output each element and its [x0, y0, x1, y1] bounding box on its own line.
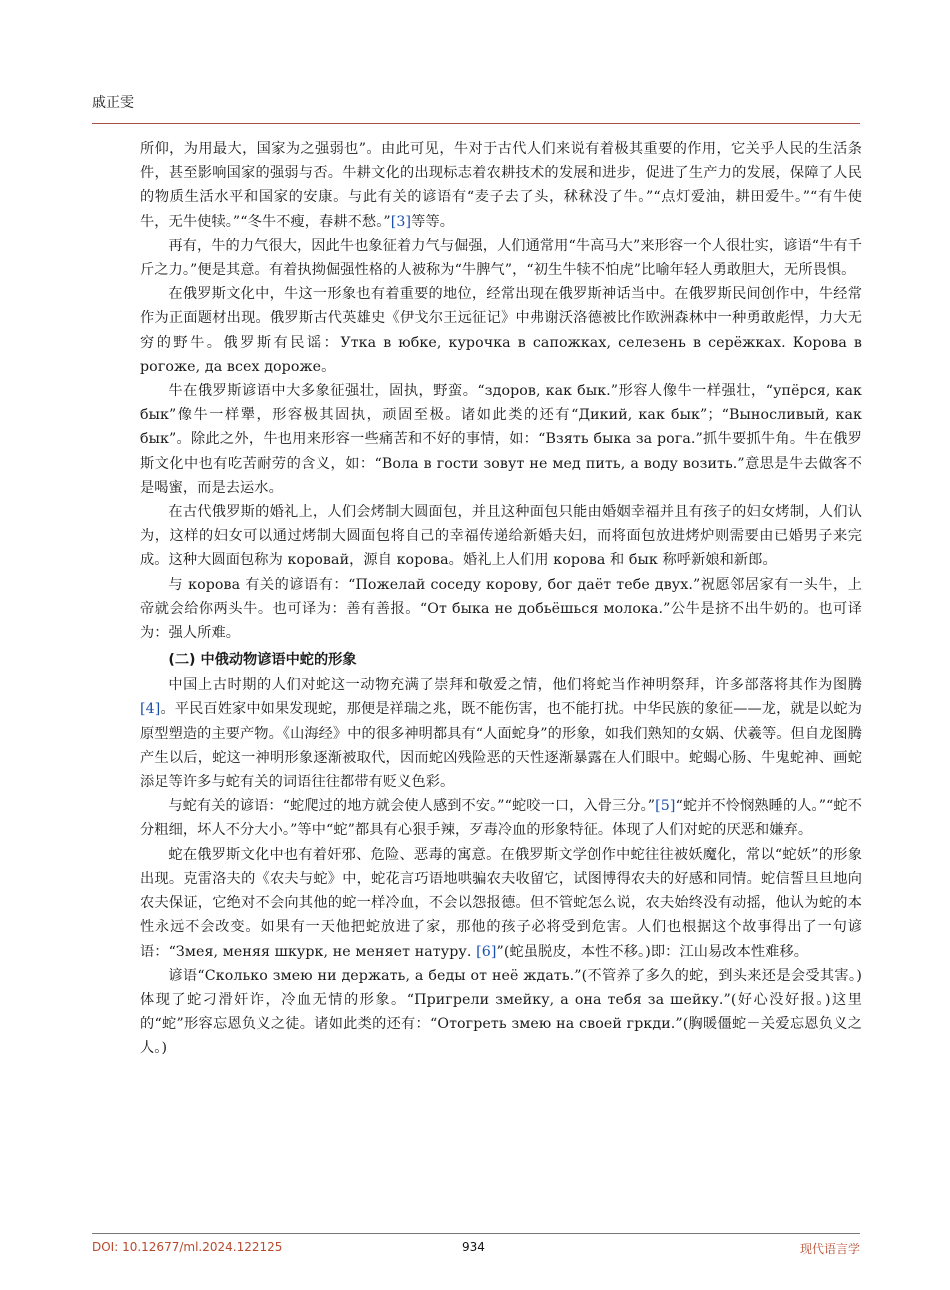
section-heading: (二) 中俄动物谚语中蛇的形象	[168, 652, 357, 669]
journal-name: 现代语言学	[799, 1242, 860, 1256]
paragraph: 在古代俄罗斯的婚礼上，人们会烤制大圆面包，并且这种面包只能由婚姻幸福并且有孩子的妇女烤制，人们认为，这样的妇女可以通过烤制大圆面包将自己的幸福传递给新婚夫妇，而将面包放进烤炉则需要由已婚男子来完成。这种大圆面包称为 коровай，源自 корова。婚礼上人们用 корова 和 бык 称呼新娘和新郎。	[140, 504, 862, 569]
citation-link[interactable]: [6]	[476, 943, 497, 960]
running-header-author: 戚正雯	[92, 95, 134, 111]
paragraph: 与 корова 有关的谚语有：“Пожелай соседу корову, бог даёт тебе двух.”祝愿邻居家有一头牛，上帝就会给你两头牛。也可译为：善有善报。“От быка не добьёшься молока.”公牛是挤不出牛奶的。也可译为：强人所难。	[140, 576, 862, 642]
doi-link[interactable]: DOI: 10.12677/ml.2024.122125	[92, 1240, 283, 1254]
paragraph	[140, 673, 862, 794]
paragraph-text: 蛇在俄罗斯文化中也有着奸邪、危险、恶毒的寓意。在俄罗斯文学创作中蛇往往被妖魔化，常以“蛇妖”的形象出现。克雷洛夫的《农夫与蛇》中，蛇花言巧语地哄骗农夫收留它，试图博得农夫的好感和同情。蛇信誓旦旦地向农夫保证，它绝对不会向其他的蛇一样冷血，不会以怨报德。但不管蛇怎么说，农夫始终没有动摇，他认为蛇的本性永远不会改变。如果有一天他把蛇放进了家，那他的孩子必将受到危害。人们也根据这个故事得出了一句谚语：“Змея, меняя шкурк, не меняет натуру.	[140, 846, 862, 960]
paragraph	[140, 794, 862, 842]
paragraph: 在俄罗斯文化中，牛这一形象也有着重要的地位，经常出现在俄罗斯神话当中。在俄罗斯民间创作中，牛经常作为正面题材出现。俄罗斯古代英雄史《伊戈尔王远征记》中弗谢沃洛德被比作欧洲森林中一种勇敢彪悍，力大无穷的野牛。俄罗斯有民谣：Утка в юбке, курочка в сапожках, селезень в серёжках. Корова в рогоже, да всех дороже。	[140, 286, 862, 375]
citation-link[interactable]: [5]	[655, 798, 676, 815]
page-number: 934	[462, 1240, 485, 1254]
paragraph-text: 等等。	[411, 213, 455, 230]
footer-divider	[92, 1233, 860, 1234]
paragraph-text: 与蛇有关的谚语：“蛇爬过的地方就会使人感到不安。”“蛇咬一口，入骨三分。”	[168, 798, 656, 815]
paragraph-text: 中国上古时期的人们对蛇这一动物充满了崇拜和敬爱之情，他们将蛇当作神明祭拜，许多部落将其作为图腾	[168, 677, 862, 694]
header-divider	[92, 123, 860, 124]
paragraph-text: 所仰，为用最大，国家为之强弱也”。由此可见，牛对于古代人们来说有着极其重要的作用，它关乎人民的生活条件，甚至影响国家的强弱与否。牛耕文化的出现标志着农耕技术的发展和进步，促进了生产力的发展，保障了人民的物质生活水平和国家的安康。与此有关的谚语有“麦子去了头，秫秫没了牛。”“点灯爱油，耕田爱牛。”“有牛使牛，无牛使犊。”“冬牛不瘦，春耕不愁。”	[140, 141, 862, 230]
citation-link[interactable]: [3]	[390, 213, 412, 230]
paragraph-text: “蛇并不怜悯熟睡的人。”“蛇不分粗细，坏人不分大小。”等中“蛇”都具有心狠手辣，歹毒冷血的形象特征。体现了人们对蛇的厌恶和嫌弃。	[140, 798, 862, 839]
paragraph	[140, 137, 862, 234]
citation-link[interactable]: [4]	[140, 701, 161, 718]
paragraph-text: ”(蛇虽脱皮，本性不移。)即：江山易改本性难移。	[496, 943, 809, 960]
paragraph: 再有，牛的力气很大，因此牛也象征着力气与倔强，人们通常用“牛高马大”来形容一个人很壮实，谚语“牛有千斤之力。”便是其意。有着执拗倔强性格的人被称为“牛脾气”，“初生牛犊不怕虎”比喻年轻人勇敢胆大，无所畏惧。	[140, 237, 862, 279]
article-body	[140, 137, 862, 1061]
paragraph: 牛在俄罗斯谚语中大多象征强壮，固执，野蛮。“здоров, как бык.”形容人像牛一样强壮，“упёрся, как бык”像牛一样犟，形容极其固执，顽固至极。诸如此类的还有“Дикий, как бык”；“Выносливый, как бык”。除此之外，牛也用来形容一些痛苦和不好的事情，如：“Взять быка за рога.”抓牛要抓牛角。牛在俄罗斯文化中也有吃苦耐劳的含义，如：“Вола в гости зовут не мед пить, а воду возить.”意思是牛去做客不是喝蜜，而是去运水。	[140, 383, 862, 496]
paragraph-text: 。平民百姓家中如果发现蛇，那便是祥瑞之兆，既不能伤害，也不能打扰。中华民族的象征——龙，就是以蛇为原型塑造的主要产物。《山海经》中的很多神明都具有“人面蛇身”的形象，如我们熟知的女娲、伏羲等。但自龙图腾产生以后，蛇这一神明形象逐渐被取代，因而蛇凶残险恶的天性逐渐暴露在人们眼中。蛇蝎心肠、牛鬼蛇神、画蛇添足等许多与蛇有关的词语往往都带有贬义色彩。	[140, 701, 862, 791]
paragraph	[140, 843, 862, 964]
paragraph: 谚语“Сколько змею ни держать, а беды от неё ждать.”(不管养了多久的蛇，到头来还是会受其害。)体现了蛇刁滑奸诈，冷血无情的形象。“Пригрели змейку, а она тебя за шейку.”(好心没好报。)这里的“蛇”形容忘恩负义之徒。诸如此类的还有：“Отогреть змею на своей гркди.”(胸暖僵蛇－关爱忘恩负义之人。)	[140, 967, 862, 1057]
